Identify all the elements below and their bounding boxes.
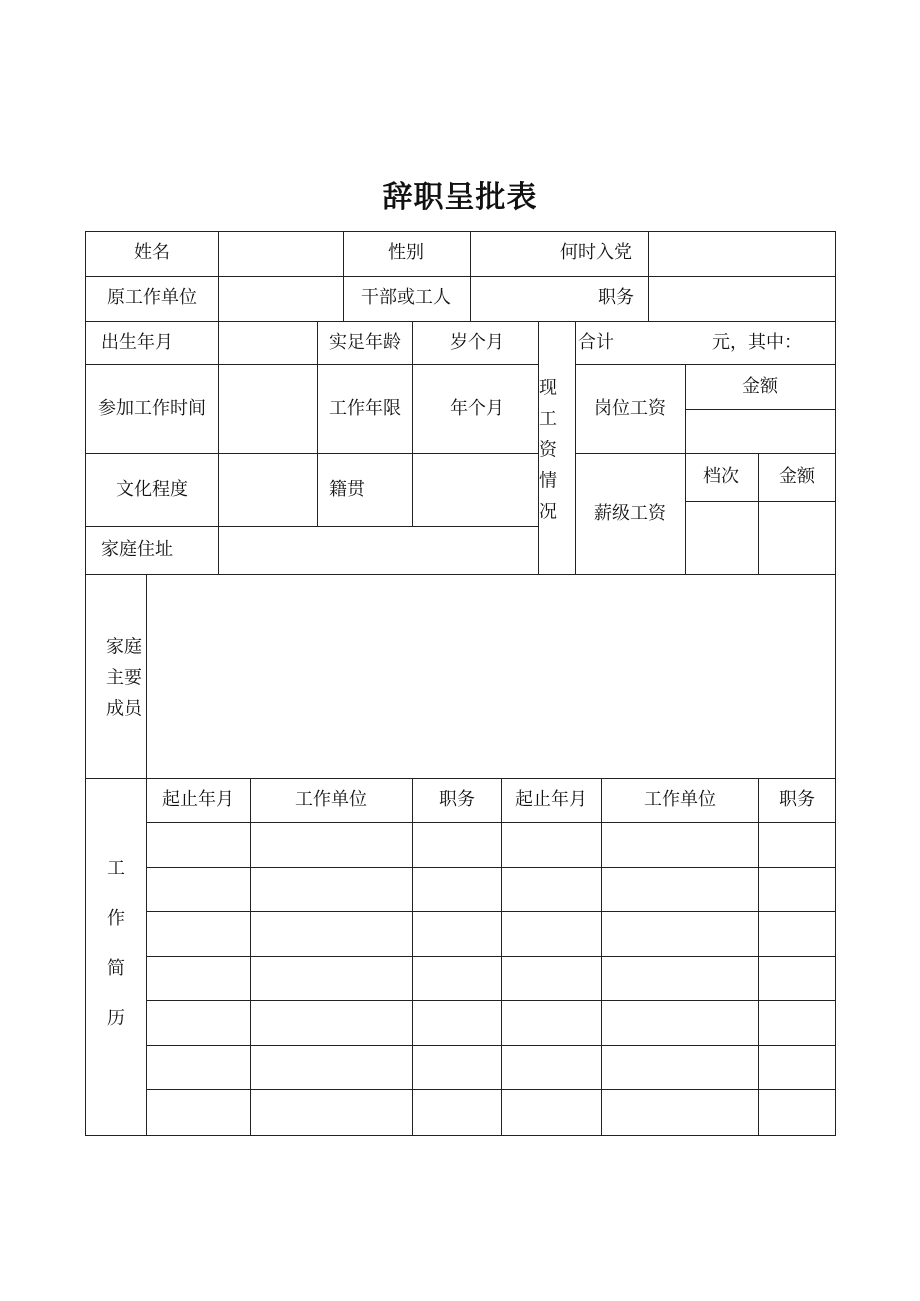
label-address: 家庭住址	[101, 539, 173, 560]
label-year-month: 年个月	[450, 398, 504, 419]
row-line	[685, 501, 836, 502]
col-line	[218, 231, 219, 321]
col-line	[758, 778, 759, 1135]
label-cadre-or-worker: 干部或工人	[361, 287, 451, 308]
history-header-position-2: 职务	[779, 789, 815, 810]
row-line	[85, 574, 836, 575]
col-line	[412, 321, 413, 526]
label-actual-age: 实足年龄	[329, 332, 401, 353]
col-line	[648, 231, 649, 321]
table-border-top	[85, 231, 836, 232]
row-line	[85, 526, 538, 527]
history-header-unit-2: 工作单位	[644, 789, 716, 810]
label-age-units: 岁个月	[450, 332, 504, 353]
col-line	[758, 453, 759, 574]
history-header-unit: 工作单位	[295, 789, 367, 810]
history-header-position: 职务	[439, 789, 475, 810]
label-amount: 金额	[742, 376, 778, 397]
label-current-salary-text: 现工资情况	[539, 377, 557, 523]
label-position: 职务	[598, 287, 634, 308]
col-line	[146, 574, 147, 778]
label-family-members	[104, 632, 144, 725]
col-line	[685, 364, 686, 574]
col-line	[146, 778, 147, 1135]
label-work-years: 工作年限	[329, 398, 401, 419]
label-current-salary	[538, 373, 558, 528]
label-birth: 出生年月	[101, 332, 173, 353]
col-line	[412, 778, 413, 1135]
row-line	[575, 364, 836, 365]
label-former-unit: 原工作单位	[107, 287, 197, 308]
row-line	[85, 778, 836, 779]
form-title: 辞职呈批表	[382, 180, 538, 215]
label-education: 文化程度	[116, 479, 188, 500]
label-grade: 档次	[703, 466, 739, 487]
label-start-work-time: 参加工作时间	[98, 398, 206, 419]
history-header-period-2: 起止年月	[515, 789, 587, 810]
row-line	[85, 453, 538, 454]
label-gender: 性别	[388, 242, 424, 263]
col-line	[343, 231, 344, 321]
row-line	[685, 409, 836, 410]
row-line	[575, 453, 836, 454]
row-line	[85, 276, 836, 277]
label-amount-2: 金额	[779, 466, 815, 487]
label-name: 姓名	[134, 242, 170, 263]
col-line	[601, 778, 602, 1135]
label-family-members-text: 家庭主要成员	[106, 636, 142, 720]
label-post-salary: 岗位工资	[594, 398, 666, 419]
row-line	[85, 321, 836, 322]
col-line	[470, 231, 471, 321]
col-line	[218, 321, 219, 574]
col-line	[575, 321, 576, 574]
label-native-place: 籍贯	[329, 479, 365, 500]
col-line	[501, 778, 502, 1135]
label-work-history	[106, 844, 126, 1044]
col-line	[250, 778, 251, 1135]
label-work-history-text: 工作简历	[107, 858, 125, 1029]
table-border-bottom	[85, 1135, 836, 1136]
col-line	[317, 321, 318, 526]
label-total-prefix: 合计	[578, 332, 614, 353]
row-line	[85, 364, 538, 365]
history-header-period: 起止年月	[162, 789, 234, 810]
table-border-left	[85, 231, 86, 1136]
label-party-date: 何时入党	[560, 242, 632, 263]
label-grade-salary: 薪级工资	[594, 503, 666, 524]
label-total-suffix: 元，其中：	[712, 332, 802, 353]
